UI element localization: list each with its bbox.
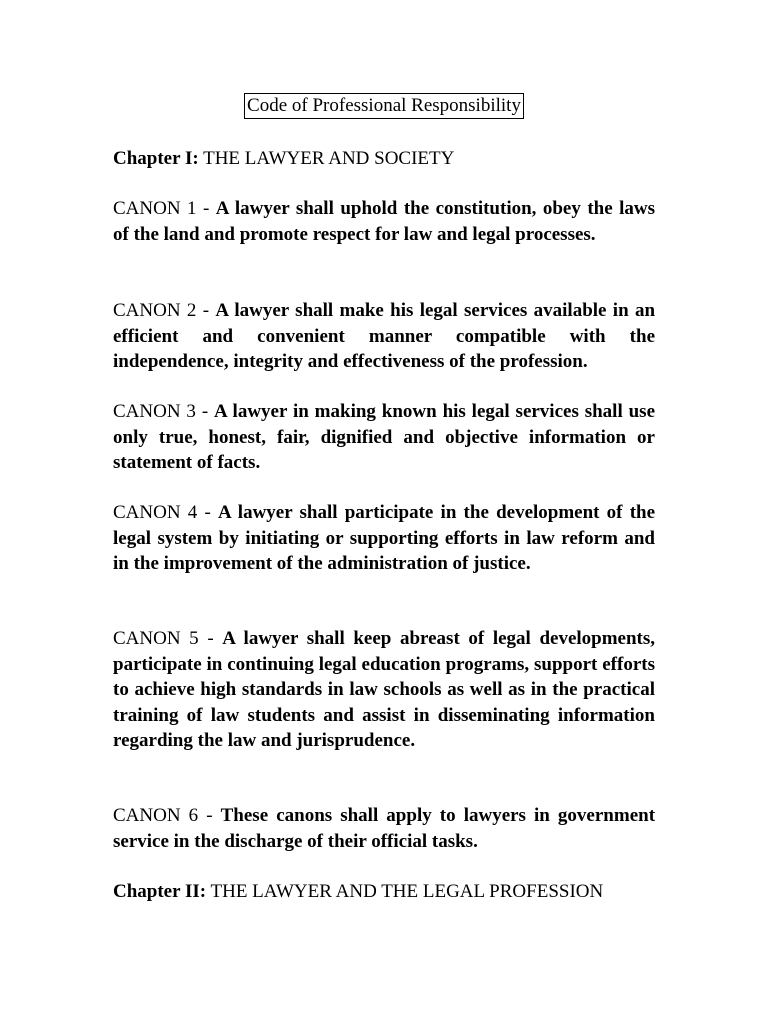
- canon-3-separator: -: [201, 401, 209, 422]
- chapter-1-label: Chapter I:: [113, 148, 199, 169]
- chapter-1-title: THE LAWYER AND SOCIETY: [203, 148, 455, 169]
- canon-1-label: CANON 1: [113, 198, 197, 219]
- canon-5-separator: -: [207, 628, 214, 649]
- chapter-2-heading: [113, 879, 655, 905]
- canon-3-text: A lawyer in making known his legal services shall use only true, honest, fair, dignified and objective information or statement of facts.: [113, 401, 656, 473]
- canon-6-text: These canons shall apply to lawyers in government service in the discharge of their official tasks.: [113, 805, 656, 852]
- canon-1: [113, 196, 655, 247]
- canon-6-label: CANON 6: [113, 805, 199, 826]
- canon-2-separator: -: [202, 300, 210, 321]
- canon-5-text: A lawyer shall keep abreast of legal developments, participate in continuing legal education programs, support efforts to achieve high standards in law schools as well as in the practical training of law students and assist in disseminating information regarding the law and jurisprudence.: [113, 628, 656, 751]
- canon-2-text: A lawyer shall make his legal services available in an efficient and convenient manner compatible with the independence, integrity and effectiveness of the profession.: [113, 300, 656, 372]
- canon-4: [113, 500, 655, 577]
- canon-4-label: CANON 4: [113, 502, 198, 523]
- canon-1-text: A lawyer shall uphold the constitution, obey the laws of the land and promote respect for law and legal processes.: [113, 198, 655, 245]
- chapter-2-label: Chapter II:: [113, 881, 207, 902]
- canon-3-label: CANON 3: [113, 401, 196, 422]
- document-title: Code of Professional Responsibility: [244, 93, 524, 119]
- title-container: [0, 93, 768, 119]
- chapter-1-heading: [113, 146, 655, 172]
- canon-5: [113, 626, 655, 754]
- canon-6-separator: -: [206, 805, 213, 826]
- canon-2-label: CANON 2: [113, 300, 197, 321]
- canon-2: [113, 298, 655, 375]
- chapter-2-title: THE LAWYER AND THE LEGAL PROFESSION: [210, 881, 604, 902]
- canon-5-label: CANON 5: [113, 628, 199, 649]
- canon-4-separator: -: [204, 502, 211, 523]
- canon-1-separator: -: [202, 198, 210, 219]
- canon-4-text: A lawyer shall participate in the development of the legal system by initiating or supporting efforts in law reform and in the improvement of the administration of justice.: [113, 502, 656, 574]
- canon-3: [113, 399, 655, 476]
- canon-6: [113, 803, 655, 854]
